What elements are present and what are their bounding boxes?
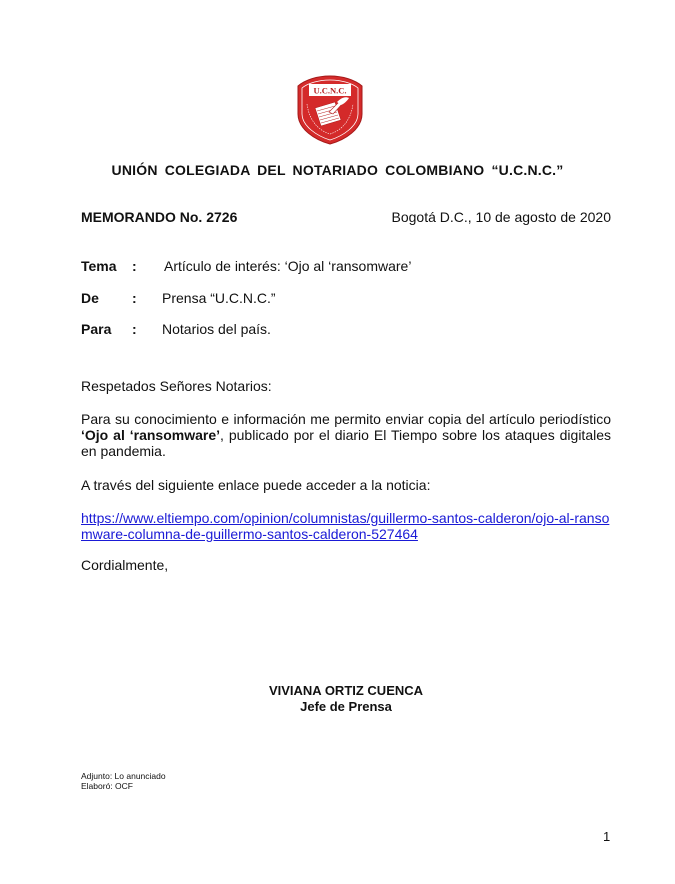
body-paragraph [81,411,611,459]
field-label: Tema [81,258,117,274]
field-value: Notarios del país. [162,321,271,337]
field-value: Artículo de interés: ‘Ojo al ‘ransomware’ [164,258,412,274]
signatory-role: Jefe de Prensa [300,699,392,714]
field-value: Prensa “U.C.N.C.” [162,290,276,306]
page-number: 1 [603,829,611,844]
field-label: De [81,290,99,306]
attachment-note: Adjunto: Lo anunciado [81,771,166,781]
footer-notes [81,771,166,791]
signature-block [0,683,675,715]
prepared-by-note: Elaboró: OCF [81,781,133,791]
field-colon: : [132,321,137,337]
memo-date: Bogotá D.C., 10 de agosto de 2020 [391,209,611,225]
link-intro: A través del siguiente enlace puede acceder a la noticia: [81,477,431,493]
article-link[interactable]: https://www.eltiempo.com/opinion/columnistas/guillermo-santos-calderon/ojo-al-ransomware-columna-de-guillermo-santos-calderon-527464 [81,510,610,542]
paragraph-text-end: , publicado por el diario El Tiempo sobre los ataques digitales en pandemia. [81,427,612,459]
article-title: ‘Ojo al ‘ransomware’ [81,427,221,443]
salutation: Respetados Señores Notarios: [81,378,272,394]
field-colon: : [132,258,137,274]
organization-title: UNIÓN COLEGIADA DEL NOTARIADO COLOMBIANO “U.C.N.C.” [111,162,564,178]
memo-number: MEMORANDO No. 2726 [81,209,238,225]
paragraph-text-start: Para su conocimiento e información me permito enviar copia del artículo periodístico [81,411,611,427]
closing: Cordialmente, [81,557,169,573]
field-label: Para [81,321,112,337]
logo-text: U.C.N.C. [313,85,347,96]
ucnc-shield-logo [295,74,365,146]
signatory-name: VIVIANA ORTIZ CUENCA [268,683,424,698]
field-colon: : [132,290,137,306]
